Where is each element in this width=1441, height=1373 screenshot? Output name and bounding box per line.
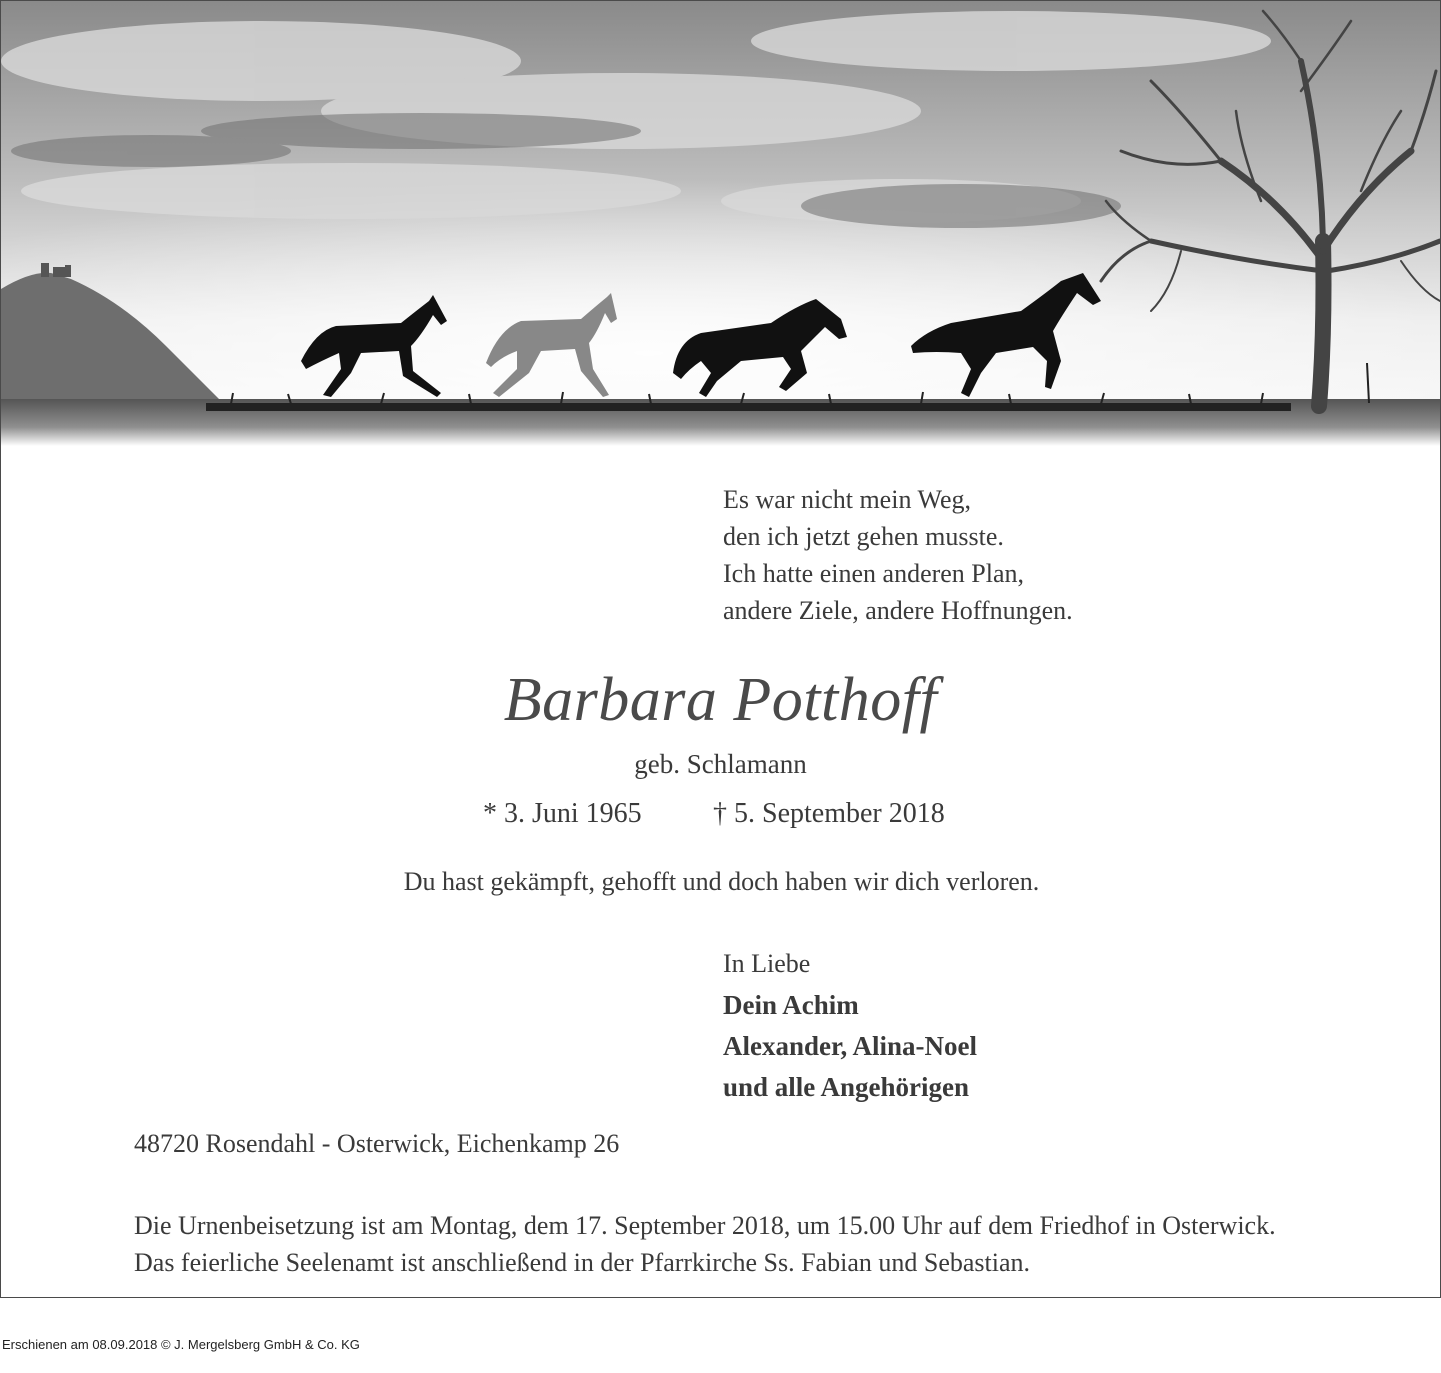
publication-footer: Erschienen am 08.09.2018 © J. Mergelsberg GmbH & Co. KG: [2, 1337, 360, 1352]
poem: [723, 481, 1073, 629]
deceased-name: Barbara Potthoff: [503, 666, 938, 734]
address: 48720 Rosendahl - Osterwick, Eichenkamp 26: [134, 1129, 620, 1158]
funeral-details: [134, 1207, 1276, 1281]
poem-line: Es war nicht mein Weg,: [723, 485, 971, 514]
motto: Du hast gekämpft, gehofft und doch haben wir dich verloren.: [403, 867, 1040, 896]
poem-line: andere Ziele, andere Hoffnungen.: [723, 596, 1073, 625]
mourner-line: und alle Angehörigen: [723, 1072, 970, 1102]
poem-line: Ich hatte einen anderen Plan,: [723, 559, 1025, 588]
birth-name: geb. Schlamann: [634, 749, 807, 779]
signoff: In Liebe: [723, 949, 811, 978]
mourners-list: [723, 985, 977, 1108]
landscape-banner-image: [1, 1, 1440, 446]
mourner-line: Alexander, Alina-Noel: [723, 1031, 978, 1061]
poem-line: den ich jetzt gehen musste.: [723, 522, 1004, 551]
funeral-line: Die Urnenbeisetzung ist am Montag, dem 17. September 2018, um 15.00 Uhr auf dem Friedhof in Osterwick.: [134, 1211, 1276, 1240]
birth-date: * 3. Juni 1965: [483, 798, 642, 829]
funeral-line: Das feierliche Seelenamt ist anschließend in der Pfarrkirche Ss. Fabian und Sebastian.: [134, 1248, 1031, 1277]
mourner-line: Dein Achim: [723, 990, 859, 1020]
death-date: † 5. September 2018: [713, 798, 945, 829]
